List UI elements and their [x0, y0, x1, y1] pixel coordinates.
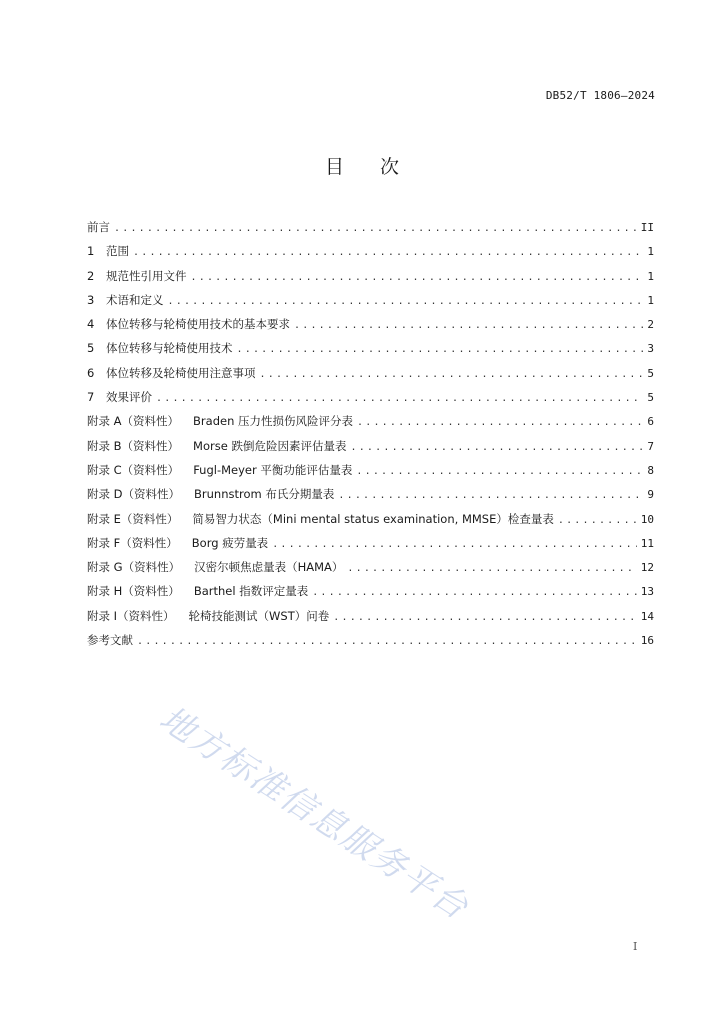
toc-entry-label	[87, 607, 333, 625]
toc-leader-dots	[350, 439, 643, 457]
toc-entry-section-6[interactable]	[87, 364, 654, 388]
toc-leader-dots	[272, 536, 637, 554]
toc-annex-number: 附录 G（资料性）	[87, 560, 181, 575]
toc-page-number: 10	[640, 512, 654, 526]
toc-leader-dots	[558, 512, 637, 530]
toc-annex-number: 附录 D（资料性）	[87, 487, 181, 502]
toc-page-number: 2	[647, 318, 654, 332]
toc-annex-number: 附录 B（资料性）	[87, 438, 180, 453]
toc-entry-label	[87, 582, 312, 600]
toc-leader-dots	[333, 609, 637, 627]
toc-annex-title: Barthel 指数评定量表	[193, 584, 309, 599]
toc-entry-label	[87, 315, 294, 333]
toc-page-number: 1	[647, 245, 654, 259]
toc-entry-references[interactable]	[87, 631, 654, 655]
toc-section-title: 范围	[106, 244, 129, 259]
toc-leader-dots	[347, 560, 636, 578]
toc-annex-title: Fugl-Meyer 平衡功能评估量表	[193, 462, 353, 477]
toc-leader-dots	[237, 341, 644, 359]
toc-page-number: 1	[647, 269, 654, 283]
toc-entry-label: 参考文献	[87, 633, 133, 648]
toc-entry-annex-a[interactable]	[87, 412, 654, 436]
toc-entry-label	[87, 558, 347, 576]
toc-entry-label	[87, 364, 260, 382]
toc-leader-dots	[356, 463, 643, 481]
toc-page-number: 12	[640, 561, 654, 575]
toc-section-number: 2	[87, 268, 95, 283]
toc-page-number: 8	[647, 463, 654, 477]
toc-annex-title: Braden 压力性损伤风险评分表	[193, 414, 354, 429]
toc-leader-dots	[260, 366, 644, 384]
watermark: 地方标准信息服务平台	[152, 698, 476, 929]
toc-annex-number: 附录 I（资料性）	[87, 608, 175, 623]
toc-entry-annex-e[interactable]	[87, 510, 654, 534]
toc-leader-dots	[133, 244, 643, 262]
toc-page-number: 3	[647, 342, 654, 356]
toc-entry-section-1[interactable]	[87, 242, 654, 266]
toc-entry-label	[87, 291, 168, 309]
toc-entry-annex-c[interactable]	[87, 461, 654, 485]
toc-annex-title: Morse 跌倒危险因素评估量表	[193, 438, 347, 453]
toc-entry-section-4[interactable]	[87, 315, 654, 339]
toc-page-number: 14	[640, 609, 654, 623]
toc-page-number: 6	[647, 415, 654, 429]
toc-entry-section-7[interactable]	[87, 388, 654, 412]
toc-entry-annex-d[interactable]	[87, 485, 654, 509]
toc-page-number: 5	[647, 391, 654, 405]
toc-entry-annex-g[interactable]	[87, 558, 654, 582]
toc-section-number: 3	[87, 292, 95, 307]
toc-entry-annex-f[interactable]	[87, 534, 654, 558]
footer-page-number: I	[633, 940, 638, 953]
toc-leader-dots	[338, 487, 643, 505]
page-title: 目次	[324, 156, 435, 178]
toc-entry-label	[87, 388, 156, 406]
toc-entry-label	[87, 339, 237, 357]
toc-leader-dots	[156, 390, 643, 408]
toc-page-number: 9	[647, 488, 654, 502]
toc-entry-label	[87, 534, 272, 552]
toc-annex-title: 简易智力状态（Mini mental status examination, MMSE）检查量表	[192, 511, 554, 526]
toc-page-number: II	[640, 221, 654, 234]
toc-page-number: 5	[647, 366, 654, 380]
toc-section-number: 1	[87, 244, 95, 259]
toc-annex-number: 附录 C（资料性）	[87, 462, 180, 477]
toc-entry-label	[87, 437, 350, 455]
toc-entry-label	[87, 461, 356, 479]
toc-entry-annex-b[interactable]	[87, 437, 654, 461]
toc-annex-number: 附录 H（资料性）	[87, 584, 180, 599]
toc-page-number: 16	[640, 634, 654, 648]
toc-annex-number: 附录 E（资料性）	[87, 511, 179, 526]
toc-entry-label	[87, 412, 357, 430]
toc-annex-title: 汉密尔顿焦虑量表（HAMA）	[194, 560, 344, 575]
toc-entry-label	[87, 510, 558, 528]
table-of-contents	[87, 218, 654, 655]
document-code: DB52/T 1806—2024	[545, 89, 655, 102]
toc-page-number: 1	[647, 293, 654, 307]
toc-entry-section-2[interactable]	[87, 267, 654, 291]
toc-entry-label	[87, 485, 338, 503]
toc-entry-label	[87, 242, 133, 260]
toc-section-number: 7	[87, 390, 95, 405]
toc-page-number: 7	[647, 439, 654, 453]
toc-section-title: 体位转移及轮椅使用注意事项	[106, 365, 256, 380]
toc-section-title: 术语和定义	[106, 292, 164, 307]
toc-leader-dots	[137, 633, 637, 651]
toc-entry-label: 前言	[87, 220, 110, 234]
toc-annex-number: 附录 A（资料性）	[87, 414, 180, 429]
toc-section-number: 5	[87, 341, 95, 356]
toc-annex-number: 附录 F（资料性）	[87, 535, 178, 550]
toc-entry-foreword[interactable]	[87, 218, 654, 242]
toc-page-number: 11	[640, 536, 654, 550]
toc-annex-title: Borg 疲劳量表	[191, 535, 269, 550]
toc-section-title: 效果评价	[106, 390, 152, 405]
toc-annex-title: Brunnstrom 布氏分期量表	[194, 487, 335, 502]
toc-section-title: 体位转移与轮椅使用技术的基本要求	[106, 317, 290, 332]
toc-entry-section-5[interactable]	[87, 339, 654, 363]
toc-entry-annex-h[interactable]	[87, 582, 654, 606]
toc-leader-dots	[191, 269, 644, 287]
toc-entry-label	[87, 267, 191, 285]
toc-leader-dots	[168, 293, 644, 311]
toc-section-title: 体位转移与轮椅使用技术	[106, 341, 233, 356]
toc-leader-dots	[312, 584, 637, 602]
toc-entry-section-3[interactable]	[87, 291, 654, 315]
toc-leader-dots	[294, 317, 643, 335]
toc-section-title: 规范性引用文件	[106, 268, 187, 283]
toc-leader-dots	[114, 220, 637, 238]
toc-leader-dots	[357, 414, 643, 432]
toc-section-number: 6	[87, 365, 95, 380]
toc-section-number: 4	[87, 317, 95, 332]
toc-annex-title: 轮椅技能测试（WST）问卷	[188, 608, 330, 623]
toc-page-number: 13	[640, 585, 654, 599]
toc-entry-annex-i[interactable]	[87, 607, 654, 631]
